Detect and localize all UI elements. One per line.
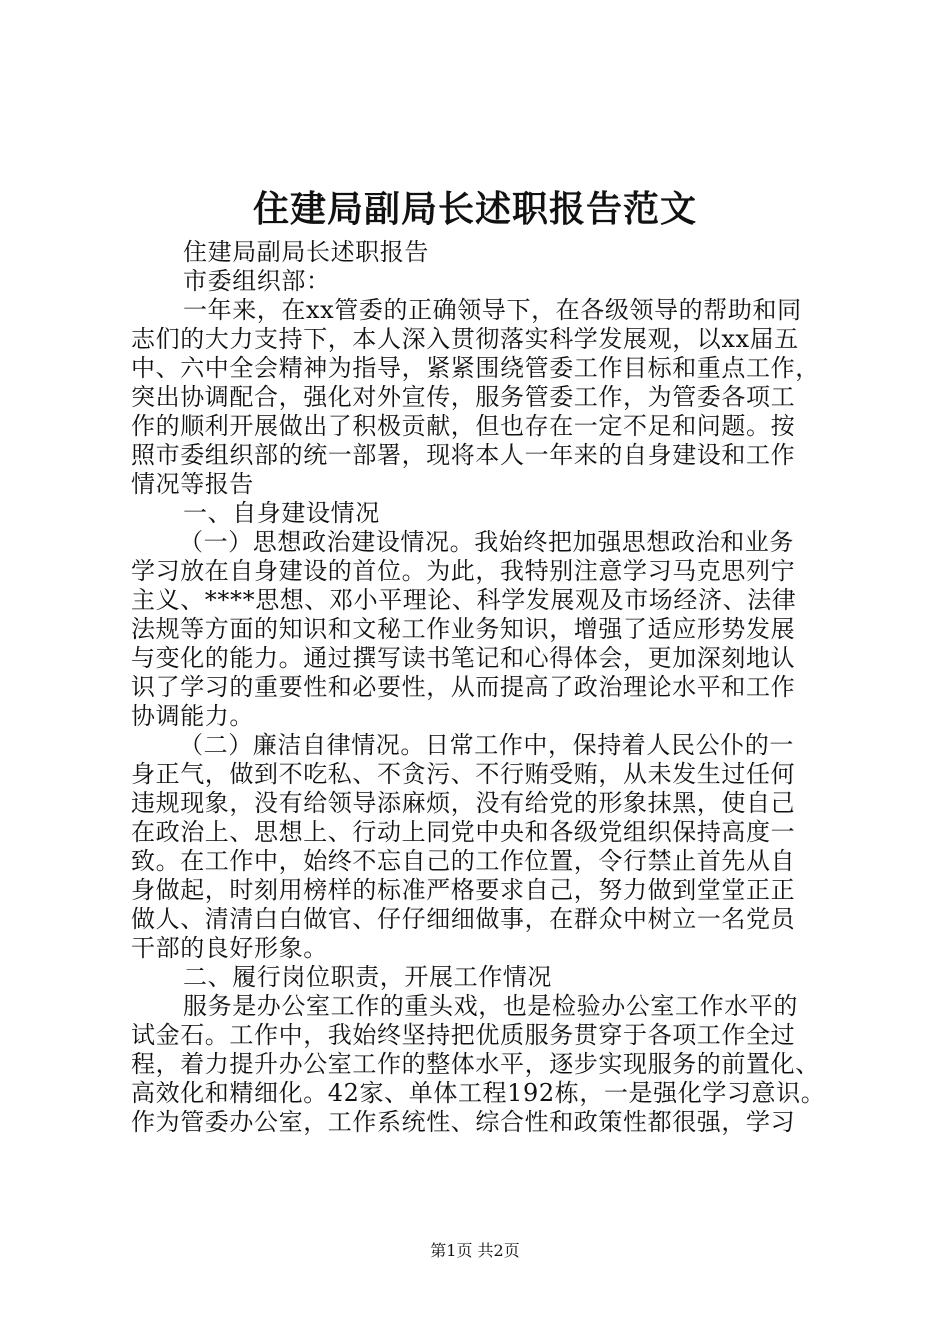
document-title: 住建局副局长述职报告范文	[252, 188, 697, 230]
text-line: 主义、****思想、邓小平理论、科学发展观及市场经济、法律	[131, 586, 797, 614]
text-line: 服务是办公室工作的重头戏，也是检验办公室工作水平的	[183, 992, 798, 1020]
text-line: 违规现象，没有给领导添麻烦，没有给党的形象抹黑，使自己	[131, 789, 796, 817]
text-line: 一、自身建设情况	[183, 499, 380, 527]
text-line: 作的顺利开展做出了积极贡献，但也存在一定不足和问题。按	[131, 412, 796, 440]
text-line: 程，着力提升办公室工作的整体水平，逐步实现服务的前置化、	[131, 1050, 820, 1078]
text-line: 协调能力。	[131, 702, 254, 730]
text-line: 情况等报告	[131, 470, 254, 498]
text-line: 市委组织部：	[183, 267, 331, 295]
text-line: 干部的良好形象。	[131, 934, 328, 962]
text-line: 作为管委办公室，工作系统性、综合性和政策性都很强，学习	[131, 1108, 796, 1136]
text-line: 致。在工作中，始终不忘自己的工作位置，令行禁止首先从自	[131, 847, 796, 875]
text-line: 中、六中全会精神为指导，紧紧围绕管委工作目标和重点工作，	[131, 354, 820, 382]
document-body	[131, 238, 831, 1137]
text-line: 识了学习的重要性和必要性，从而提高了政治理论水平和工作	[131, 673, 796, 701]
text-line: 照市委组织部的统一部署，现将本人一年来的自身建设和工作	[131, 441, 796, 469]
page-footer: 第1页 共2页	[430, 1241, 520, 1260]
text-line: 住建局副局长述职报告	[183, 238, 429, 266]
text-line: （二）廉洁自律情况。日常工作中，保持着人民公仆的一	[179, 731, 794, 759]
text-line: 试金石。工作中，我始终坚持把优质服务贯穿于各项工作全过	[131, 1021, 796, 1049]
text-line: 与变化的能力。通过撰写读书笔记和心得体会，更加深刻地认	[131, 644, 796, 672]
text-line: 志们的大力支持下，本人深入贯彻落实科学发展观，以xx届五	[131, 325, 799, 353]
text-line: 一年来，在xx管委的正确领导下，在各级领导的帮助和同	[183, 296, 802, 324]
text-line: 在政治上、思想上、行动上同党中央和各级党组织保持高度一	[131, 818, 796, 846]
text-line: 法规等方面的知识和文秘工作业务知识，增强了适应形势发展	[131, 615, 796, 643]
text-line: 突出协调配合，强化对外宣传，服务管委工作，为管委各项工	[131, 383, 796, 411]
text-line: 高效化和精细化。42家、单体工程192栋，一是强化学习意识。	[131, 1079, 826, 1107]
text-line: 身做起，时刻用榜样的标准严格要求自己，努力做到堂堂正正	[131, 876, 796, 904]
text-line: 做人、清清白白做官、仔仔细细做事，在群众中树立一名党员	[131, 905, 796, 933]
text-line: （一）思想政治建设情况。我始终把加强思想政治和业务	[179, 528, 794, 556]
text-line: 身正气，做到不吃私、不贪污、不行贿受贿，从未发生过任何	[131, 760, 796, 788]
text-line: 二、履行岗位职责，开展工作情况	[183, 963, 552, 991]
text-line: 学习放在自身建设的首位。为此，我特别注意学习马克思列宁	[131, 557, 796, 585]
